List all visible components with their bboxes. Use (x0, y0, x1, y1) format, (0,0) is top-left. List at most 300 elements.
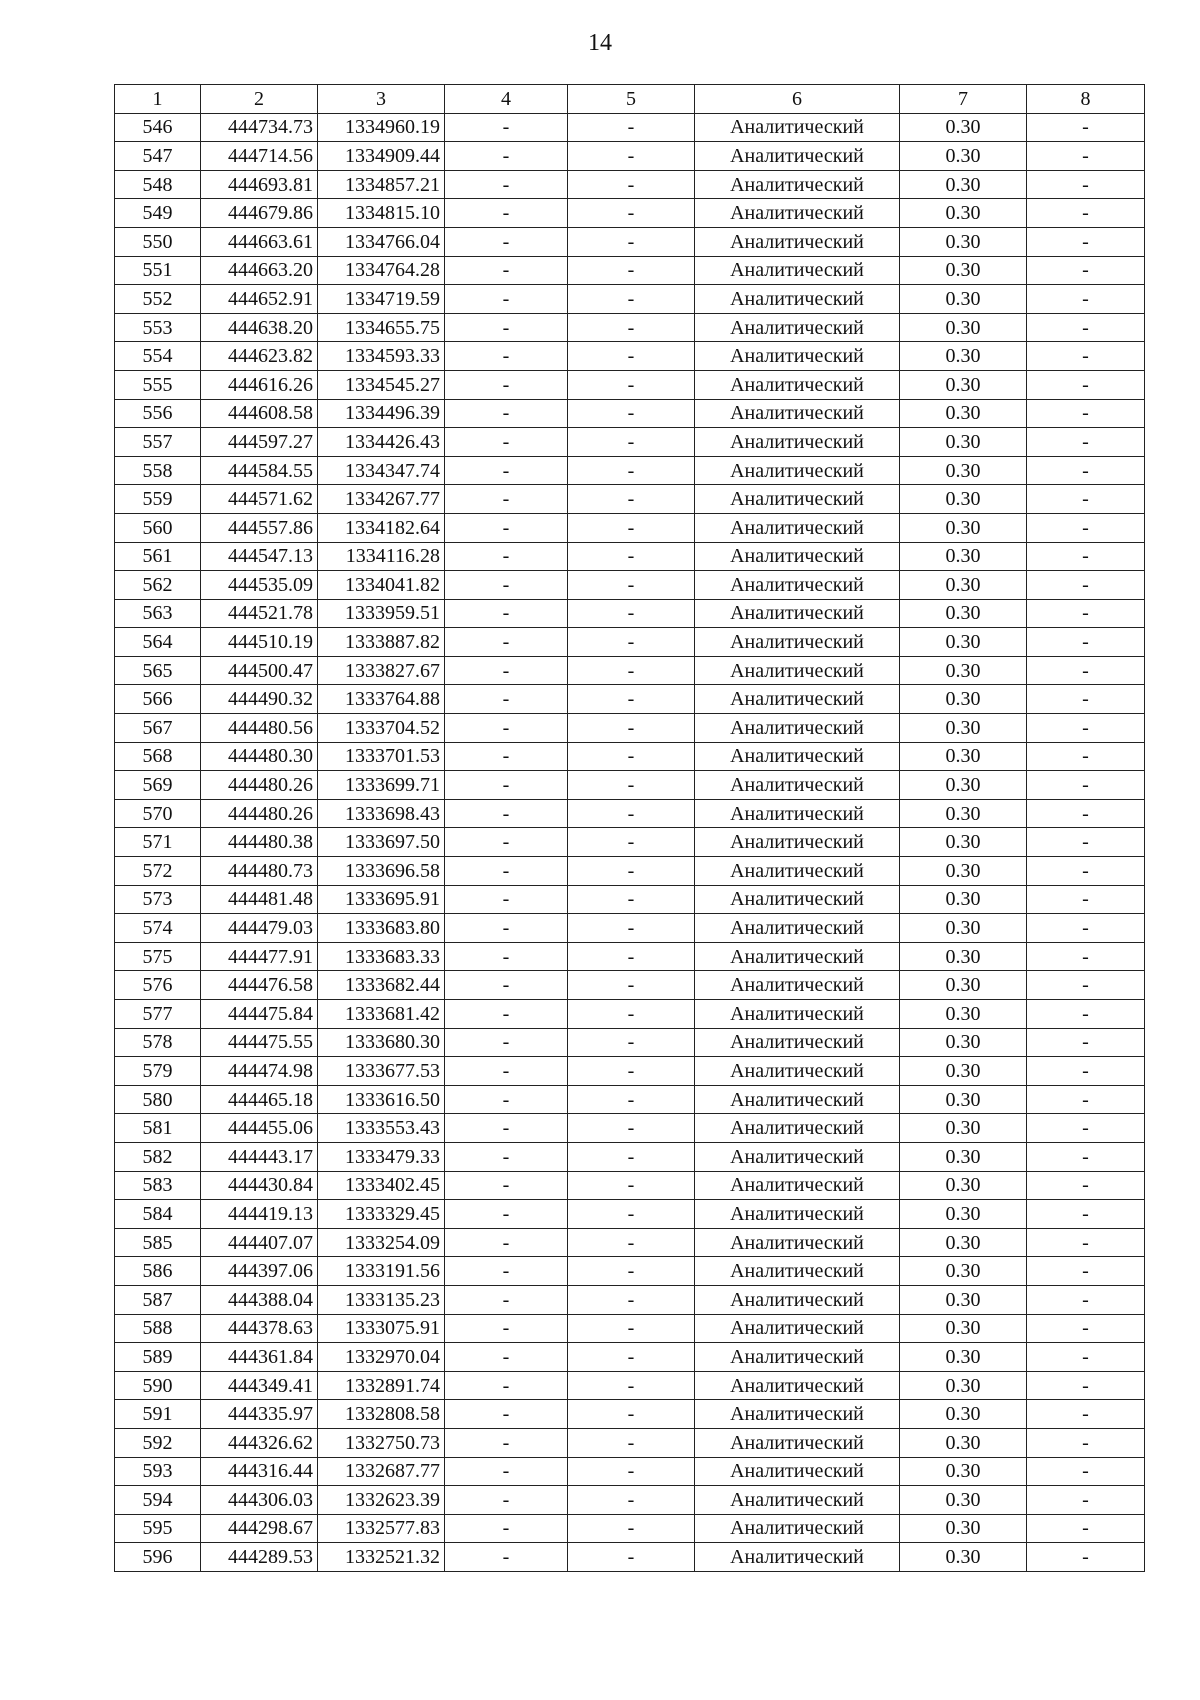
col4-cell: - (445, 485, 568, 514)
point-number-cell: 556 (115, 399, 201, 428)
x-coordinate-cell: 444326.62 (201, 1428, 318, 1457)
col5-cell: - (568, 313, 695, 342)
method-cell: Аналитический (695, 428, 900, 457)
col4-cell: - (445, 628, 568, 657)
x-coordinate-cell: 444510.19 (201, 628, 318, 657)
y-coordinate-cell: 1333075.91 (318, 1314, 445, 1343)
page-number: 14 (588, 30, 612, 56)
table-row (115, 1257, 1145, 1286)
col4-cell: - (445, 742, 568, 771)
col5-cell: - (568, 370, 695, 399)
point-number-cell: 553 (115, 313, 201, 342)
point-number-cell: 563 (115, 599, 201, 628)
x-coordinate-cell: 444479.03 (201, 914, 318, 943)
col8-cell: - (1027, 828, 1145, 857)
x-coordinate-cell: 444638.20 (201, 313, 318, 342)
column-header: 3 (318, 85, 445, 114)
method-cell: Аналитический (695, 370, 900, 399)
table-row (115, 1400, 1145, 1429)
accuracy-cell: 0.30 (900, 256, 1027, 285)
col5-cell: - (568, 113, 695, 142)
y-coordinate-cell: 1333682.44 (318, 971, 445, 1000)
accuracy-cell: 0.30 (900, 285, 1027, 314)
y-coordinate-cell: 1334593.33 (318, 342, 445, 371)
y-coordinate-cell: 1334960.19 (318, 113, 445, 142)
table-row (115, 885, 1145, 914)
x-coordinate-cell: 444547.13 (201, 542, 318, 571)
table-row (115, 542, 1145, 571)
col4-cell: - (445, 313, 568, 342)
column-header: 7 (900, 85, 1027, 114)
x-coordinate-cell: 444490.32 (201, 685, 318, 714)
accuracy-cell: 0.30 (900, 942, 1027, 971)
y-coordinate-cell: 1333683.80 (318, 914, 445, 943)
point-number-cell: 587 (115, 1285, 201, 1314)
col8-cell: - (1027, 1514, 1145, 1543)
x-coordinate-cell: 444663.20 (201, 256, 318, 285)
table-row (115, 771, 1145, 800)
method-cell: Аналитический (695, 485, 900, 514)
col4-cell: - (445, 1400, 568, 1429)
accuracy-cell: 0.30 (900, 113, 1027, 142)
x-coordinate-cell: 444419.13 (201, 1200, 318, 1229)
y-coordinate-cell: 1333681.42 (318, 1000, 445, 1029)
x-coordinate-cell: 444465.18 (201, 1085, 318, 1114)
table-row (115, 1000, 1145, 1029)
x-coordinate-cell: 444535.09 (201, 571, 318, 600)
y-coordinate-cell: 1333704.52 (318, 714, 445, 743)
col4-cell: - (445, 1285, 568, 1314)
point-number-cell: 547 (115, 142, 201, 171)
x-coordinate-cell: 444474.98 (201, 1057, 318, 1086)
col8-cell: - (1027, 742, 1145, 771)
x-coordinate-cell: 444663.61 (201, 227, 318, 256)
method-cell: Аналитический (695, 1486, 900, 1515)
y-coordinate-cell: 1332577.83 (318, 1514, 445, 1543)
x-coordinate-cell: 444475.84 (201, 1000, 318, 1029)
y-coordinate-cell: 1333677.53 (318, 1057, 445, 1086)
method-cell: Аналитический (695, 399, 900, 428)
y-coordinate-cell: 1334655.75 (318, 313, 445, 342)
x-coordinate-cell: 444289.53 (201, 1543, 318, 1572)
method-cell: Аналитический (695, 1200, 900, 1229)
col5-cell: - (568, 1142, 695, 1171)
col8-cell: - (1027, 1142, 1145, 1171)
method-cell: Аналитический (695, 1057, 900, 1086)
y-coordinate-cell: 1334764.28 (318, 256, 445, 285)
table-row (115, 142, 1145, 171)
point-number-cell: 575 (115, 942, 201, 971)
col8-cell: - (1027, 142, 1145, 171)
table-row (115, 428, 1145, 457)
point-number-cell: 573 (115, 885, 201, 914)
table-row (115, 370, 1145, 399)
col4-cell: - (445, 1200, 568, 1229)
col5-cell: - (568, 1371, 695, 1400)
col5-cell: - (568, 1543, 695, 1572)
y-coordinate-cell: 1334347.74 (318, 456, 445, 485)
col4-cell: - (445, 1514, 568, 1543)
col4-cell: - (445, 1428, 568, 1457)
y-coordinate-cell: 1334766.04 (318, 227, 445, 256)
col4-cell: - (445, 1371, 568, 1400)
col8-cell: - (1027, 1200, 1145, 1229)
point-number-cell: 572 (115, 857, 201, 886)
col8-cell: - (1027, 1257, 1145, 1286)
accuracy-cell: 0.30 (900, 513, 1027, 542)
point-number-cell: 567 (115, 714, 201, 743)
col8-cell: - (1027, 285, 1145, 314)
accuracy-cell: 0.30 (900, 1400, 1027, 1429)
accuracy-cell: 0.30 (900, 313, 1027, 342)
method-cell: Аналитический (695, 1171, 900, 1200)
table-row (115, 599, 1145, 628)
col8-cell: - (1027, 456, 1145, 485)
accuracy-cell: 0.30 (900, 1314, 1027, 1343)
col8-cell: - (1027, 885, 1145, 914)
col4-cell: - (445, 1171, 568, 1200)
table-row (115, 742, 1145, 771)
y-coordinate-cell: 1332808.58 (318, 1400, 445, 1429)
table-row (115, 799, 1145, 828)
col5-cell: - (568, 1085, 695, 1114)
table-row (115, 1543, 1145, 1572)
accuracy-cell: 0.30 (900, 857, 1027, 886)
col8-cell: - (1027, 170, 1145, 199)
col8-cell: - (1027, 1428, 1145, 1457)
col8-cell: - (1027, 513, 1145, 542)
method-cell: Аналитический (695, 1457, 900, 1486)
accuracy-cell: 0.30 (900, 370, 1027, 399)
col4-cell: - (445, 142, 568, 171)
accuracy-cell: 0.30 (900, 571, 1027, 600)
table-row (115, 1428, 1145, 1457)
accuracy-cell: 0.30 (900, 342, 1027, 371)
accuracy-cell: 0.30 (900, 1028, 1027, 1057)
col5-cell: - (568, 170, 695, 199)
col8-cell: - (1027, 942, 1145, 971)
col8-cell: - (1027, 256, 1145, 285)
point-number-cell: 571 (115, 828, 201, 857)
x-coordinate-cell: 444349.41 (201, 1371, 318, 1400)
x-coordinate-cell: 444584.55 (201, 456, 318, 485)
y-coordinate-cell: 1334815.10 (318, 199, 445, 228)
col4-cell: - (445, 256, 568, 285)
col5-cell: - (568, 256, 695, 285)
x-coordinate-cell: 444652.91 (201, 285, 318, 314)
method-cell: Аналитический (695, 1343, 900, 1372)
method-cell: Аналитический (695, 914, 900, 943)
table-row (115, 828, 1145, 857)
table-row (115, 1486, 1145, 1515)
table-row (115, 971, 1145, 1000)
col4-cell: - (445, 1457, 568, 1486)
x-coordinate-cell: 444500.47 (201, 656, 318, 685)
x-coordinate-cell: 444480.38 (201, 828, 318, 857)
point-number-cell: 559 (115, 485, 201, 514)
x-coordinate-cell: 444608.58 (201, 399, 318, 428)
col4-cell: - (445, 1085, 568, 1114)
x-coordinate-cell: 444335.97 (201, 1400, 318, 1429)
y-coordinate-cell: 1333959.51 (318, 599, 445, 628)
col8-cell: - (1027, 571, 1145, 600)
accuracy-cell: 0.30 (900, 1428, 1027, 1457)
method-cell: Аналитический (695, 571, 900, 600)
col8-cell: - (1027, 313, 1145, 342)
accuracy-cell: 0.30 (900, 1000, 1027, 1029)
y-coordinate-cell: 1334719.59 (318, 285, 445, 314)
method-cell: Аналитический (695, 170, 900, 199)
col4-cell: - (445, 1228, 568, 1257)
x-coordinate-cell: 444679.86 (201, 199, 318, 228)
col5-cell: - (568, 828, 695, 857)
col5-cell: - (568, 942, 695, 971)
x-coordinate-cell: 444378.63 (201, 1314, 318, 1343)
method-cell: Аналитический (695, 942, 900, 971)
x-coordinate-cell: 444443.17 (201, 1142, 318, 1171)
y-coordinate-cell: 1333553.43 (318, 1114, 445, 1143)
accuracy-cell: 0.30 (900, 227, 1027, 256)
y-coordinate-cell: 1332623.39 (318, 1486, 445, 1515)
col8-cell: - (1027, 1486, 1145, 1515)
col5-cell: - (568, 1114, 695, 1143)
y-coordinate-cell: 1334267.77 (318, 485, 445, 514)
table-row (115, 1200, 1145, 1229)
accuracy-cell: 0.30 (900, 456, 1027, 485)
y-coordinate-cell: 1334426.43 (318, 428, 445, 457)
point-number-cell: 582 (115, 1142, 201, 1171)
col5-cell: - (568, 1057, 695, 1086)
y-coordinate-cell: 1333479.33 (318, 1142, 445, 1171)
accuracy-cell: 0.30 (900, 599, 1027, 628)
col5-cell: - (568, 685, 695, 714)
table-row (115, 199, 1145, 228)
table-row (115, 1457, 1145, 1486)
method-cell: Аналитический (695, 1257, 900, 1286)
table-row (115, 1285, 1145, 1314)
col4-cell: - (445, 599, 568, 628)
x-coordinate-cell: 444480.56 (201, 714, 318, 743)
y-coordinate-cell: 1333616.50 (318, 1085, 445, 1114)
point-number-cell: 566 (115, 685, 201, 714)
table-row (115, 485, 1145, 514)
point-number-cell: 555 (115, 370, 201, 399)
x-coordinate-cell: 444476.58 (201, 971, 318, 1000)
col8-cell: - (1027, 1057, 1145, 1086)
col4-cell: - (445, 342, 568, 371)
table-row (115, 342, 1145, 371)
accuracy-cell: 0.30 (900, 142, 1027, 171)
x-coordinate-cell: 444623.82 (201, 342, 318, 371)
col4-cell: - (445, 542, 568, 571)
table-row (115, 513, 1145, 542)
accuracy-cell: 0.30 (900, 1343, 1027, 1372)
table-row (115, 1085, 1145, 1114)
col5-cell: - (568, 1028, 695, 1057)
col8-cell: - (1027, 542, 1145, 571)
col4-cell: - (445, 942, 568, 971)
point-number-cell: 576 (115, 971, 201, 1000)
col8-cell: - (1027, 1171, 1145, 1200)
point-number-cell: 562 (115, 571, 201, 600)
table-row (115, 1142, 1145, 1171)
col4-cell: - (445, 1314, 568, 1343)
method-cell: Аналитический (695, 285, 900, 314)
point-number-cell: 560 (115, 513, 201, 542)
table-row (115, 1514, 1145, 1543)
col4-cell: - (445, 799, 568, 828)
col8-cell: - (1027, 1285, 1145, 1314)
accuracy-cell: 0.30 (900, 485, 1027, 514)
method-cell: Аналитический (695, 513, 900, 542)
accuracy-cell: 0.30 (900, 714, 1027, 743)
x-coordinate-cell: 444714.56 (201, 142, 318, 171)
method-cell: Аналитический (695, 142, 900, 171)
table-row (115, 285, 1145, 314)
method-cell: Аналитический (695, 1085, 900, 1114)
col4-cell: - (445, 1028, 568, 1057)
method-cell: Аналитический (695, 742, 900, 771)
col8-cell: - (1027, 485, 1145, 514)
col8-cell: - (1027, 1085, 1145, 1114)
col4-cell: - (445, 857, 568, 886)
x-coordinate-cell: 444481.48 (201, 885, 318, 914)
x-coordinate-cell: 444480.30 (201, 742, 318, 771)
col5-cell: - (568, 342, 695, 371)
point-number-cell: 589 (115, 1343, 201, 1372)
method-cell: Аналитический (695, 1400, 900, 1429)
col5-cell: - (568, 1000, 695, 1029)
accuracy-cell: 0.30 (900, 542, 1027, 571)
accuracy-cell: 0.30 (900, 1114, 1027, 1143)
col4-cell: - (445, 1057, 568, 1086)
point-number-cell: 546 (115, 113, 201, 142)
accuracy-cell: 0.30 (900, 1085, 1027, 1114)
x-coordinate-cell: 444430.84 (201, 1171, 318, 1200)
y-coordinate-cell: 1334116.28 (318, 542, 445, 571)
method-cell: Аналитический (695, 227, 900, 256)
accuracy-cell: 0.30 (900, 1171, 1027, 1200)
accuracy-cell: 0.30 (900, 685, 1027, 714)
col8-cell: - (1027, 342, 1145, 371)
accuracy-cell: 0.30 (900, 1200, 1027, 1229)
point-number-cell: 558 (115, 456, 201, 485)
column-header: 4 (445, 85, 568, 114)
method-cell: Аналитический (695, 799, 900, 828)
col8-cell: - (1027, 914, 1145, 943)
y-coordinate-cell: 1334041.82 (318, 571, 445, 600)
col5-cell: - (568, 1428, 695, 1457)
col5-cell: - (568, 1285, 695, 1314)
col8-cell: - (1027, 599, 1145, 628)
method-cell: Аналитический (695, 1114, 900, 1143)
col4-cell: - (445, 428, 568, 457)
col4-cell: - (445, 714, 568, 743)
table-row (115, 399, 1145, 428)
table-row (115, 685, 1145, 714)
col8-cell: - (1027, 428, 1145, 457)
y-coordinate-cell: 1333697.50 (318, 828, 445, 857)
table-row (115, 942, 1145, 971)
accuracy-cell: 0.30 (900, 1057, 1027, 1086)
col5-cell: - (568, 885, 695, 914)
col8-cell: - (1027, 685, 1145, 714)
table-row (115, 256, 1145, 285)
method-cell: Аналитический (695, 685, 900, 714)
point-number-cell: 552 (115, 285, 201, 314)
table-header-row (115, 85, 1145, 114)
col5-cell: - (568, 914, 695, 943)
col4-cell: - (445, 1343, 568, 1372)
point-number-cell: 568 (115, 742, 201, 771)
point-number-cell: 548 (115, 170, 201, 199)
method-cell: Аналитический (695, 1371, 900, 1400)
point-number-cell: 583 (115, 1171, 201, 1200)
accuracy-cell: 0.30 (900, 742, 1027, 771)
y-coordinate-cell: 1333695.91 (318, 885, 445, 914)
col5-cell: - (568, 227, 695, 256)
y-coordinate-cell: 1334909.44 (318, 142, 445, 171)
point-number-cell: 595 (115, 1514, 201, 1543)
column-header: 8 (1027, 85, 1145, 114)
x-coordinate-cell: 444477.91 (201, 942, 318, 971)
x-coordinate-cell: 444521.78 (201, 599, 318, 628)
table-row (115, 456, 1145, 485)
col4-cell: - (445, 227, 568, 256)
table-row (115, 227, 1145, 256)
col8-cell: - (1027, 1371, 1145, 1400)
table-row (115, 1228, 1145, 1257)
table-row (115, 1371, 1145, 1400)
col5-cell: - (568, 428, 695, 457)
col5-cell: - (568, 1400, 695, 1429)
point-number-cell: 592 (115, 1428, 201, 1457)
table-row (115, 914, 1145, 943)
x-coordinate-cell: 444388.04 (201, 1285, 318, 1314)
method-cell: Аналитический (695, 1514, 900, 1543)
col4-cell: - (445, 456, 568, 485)
col8-cell: - (1027, 370, 1145, 399)
col5-cell: - (568, 399, 695, 428)
y-coordinate-cell: 1333329.45 (318, 1200, 445, 1229)
column-header: 5 (568, 85, 695, 114)
x-coordinate-cell: 444557.86 (201, 513, 318, 542)
col8-cell: - (1027, 1000, 1145, 1029)
method-cell: Аналитический (695, 1028, 900, 1057)
col5-cell: - (568, 142, 695, 171)
point-number-cell: 554 (115, 342, 201, 371)
accuracy-cell: 0.30 (900, 399, 1027, 428)
method-cell: Аналитический (695, 1428, 900, 1457)
x-coordinate-cell: 444306.03 (201, 1486, 318, 1515)
y-coordinate-cell: 1332687.77 (318, 1457, 445, 1486)
col8-cell: - (1027, 771, 1145, 800)
accuracy-cell: 0.30 (900, 1228, 1027, 1257)
x-coordinate-cell: 444316.44 (201, 1457, 318, 1486)
y-coordinate-cell: 1334857.21 (318, 170, 445, 199)
col5-cell: - (568, 1343, 695, 1372)
point-number-cell: 564 (115, 628, 201, 657)
point-number-cell: 557 (115, 428, 201, 457)
point-number-cell: 578 (115, 1028, 201, 1057)
point-number-cell: 594 (115, 1486, 201, 1515)
coordinates-table (114, 84, 1145, 1572)
method-cell: Аналитический (695, 656, 900, 685)
method-cell: Аналитический (695, 771, 900, 800)
col4-cell: - (445, 513, 568, 542)
col8-cell: - (1027, 628, 1145, 657)
accuracy-cell: 0.30 (900, 1543, 1027, 1572)
